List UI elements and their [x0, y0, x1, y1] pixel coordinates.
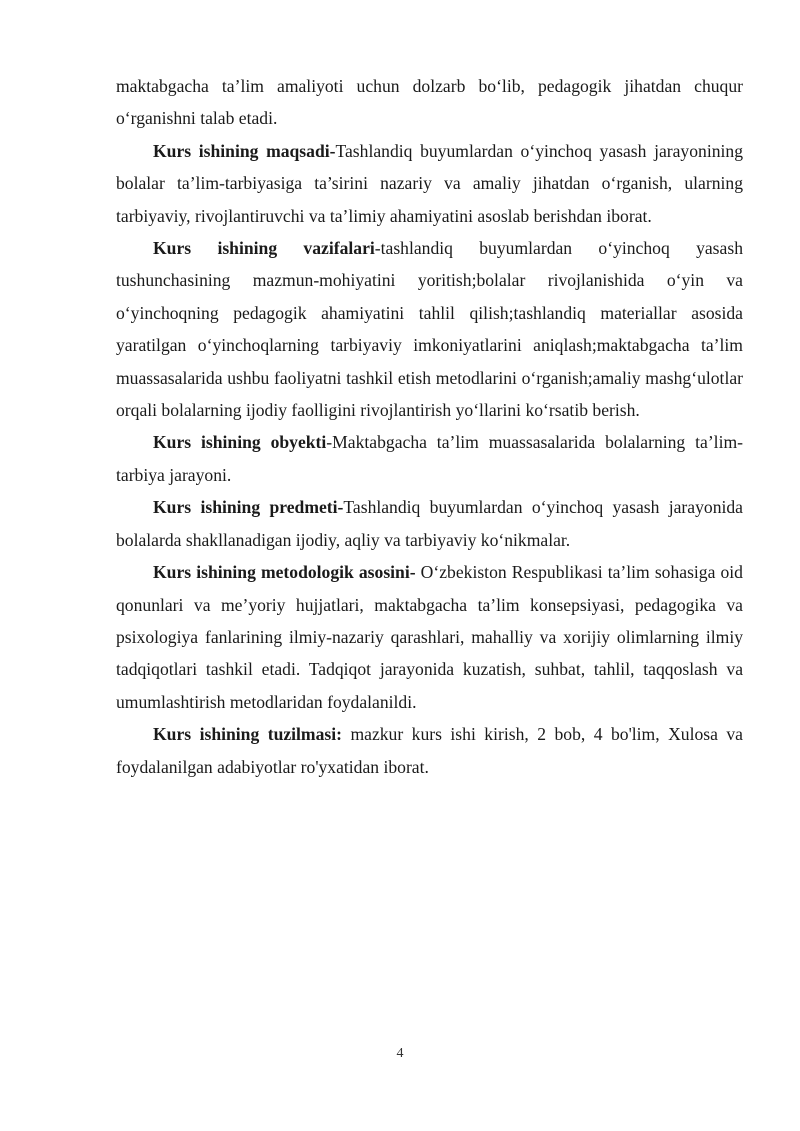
paragraph-text: -Maktabgacha ta’lim muassasalarida bolalarning ta’lim-tarbiya jarayoni.: [116, 432, 743, 485]
paragraph-heading: Kurs ishining metodologik asosini-: [153, 562, 416, 583]
paragraph-text: mazkur kurs ishi kirish, 2 bob, 4 bo'lim, Xulosa va foydalanilgan adabiyotlar ro'yxatidan iborat.: [116, 724, 743, 777]
paragraph-tuzilmasi: [116, 718, 743, 783]
paragraph-heading: Kurs ishining obyekti: [153, 432, 327, 453]
paragraph-maqsadi: [116, 135, 743, 232]
paragraph-text: O‘zbekiston Respublikasi ta’lim sohasiga oid qonunlari va me’yoriy hujjatlari, maktabgacha ta’lim konsepsiyasi, pedagogika va psixologiya fanlarining ilmiy-nazariy qarashlari, mahalliy va xorijiy olimlarning ilmiy tadqiqotlari tashkil etadi. Tadqiqot jarayonida kuzatish, suhbat, tahlil, taqqoslash va umumlashtirish metodlaridan foydalanildi.: [116, 562, 743, 712]
paragraph-predmeti: [116, 491, 743, 556]
paragraph-text: -tashlandiq buyumlardan o‘yinchoq yasash tushunchasining mazmun-mohiyatini yoritish;bolalar rivojlanishida o‘yin va o‘yinchoqning pedagogik ahamiyatini tahlil qilish;tashlandiq materiallar asosida yaratilgan o‘yinchoqlarning tarbiyaviy imkoniyatlarini aniqlash;maktabgacha ta’lim muassasalarida ushbu faoliyatni tashkil etish metodlarini o‘rganish;amaliy mashg‘ulotlar orqali bolalarning ijodiy faolligini rivojlantirish yo‘llarini ko‘rsatib berish.: [116, 238, 743, 421]
paragraph-obyekti: [116, 426, 743, 491]
paragraph-heading: Kurs ishining predmeti-: [153, 497, 344, 518]
page-number: 4: [396, 1046, 404, 1061]
paragraph-heading: Kurs ishining maqsadi-: [153, 140, 336, 161]
paragraph-heading: Kurs ishining vazifalari: [153, 238, 375, 259]
paragraph-intro-continuation: [116, 70, 743, 135]
paragraph-vazifalari: [116, 232, 743, 426]
paragraph-heading: Kurs ishining tuzilmasi:: [153, 724, 342, 745]
document-page: [116, 70, 743, 783]
paragraph-metodologik: [116, 556, 743, 718]
paragraph-text: maktabgacha ta’lim amaliyoti uchun dolzarb bo‘lib, pedagogik jihatdan chuqur o‘rganishni talab etadi.: [116, 76, 743, 129]
paragraph-text: Tashlandiq buyumlardan o‘yinchoq yasash jarayonining bolalar ta’lim-tarbiyasiga ta’sirini nazariy va amaliy jihatdan o‘rganish, ularning tarbiyaviy, rivojlantiruvchi va ta’limiy ahamiyatini asoslab berishdan iborat.: [116, 140, 743, 226]
paragraph-text: Tashlandiq buyumlardan o‘yinchoq yasash jarayonida bolalarda shakllanadigan ijodiy, aqliy va tarbiyaviy ko‘nikmalar.: [116, 497, 743, 550]
